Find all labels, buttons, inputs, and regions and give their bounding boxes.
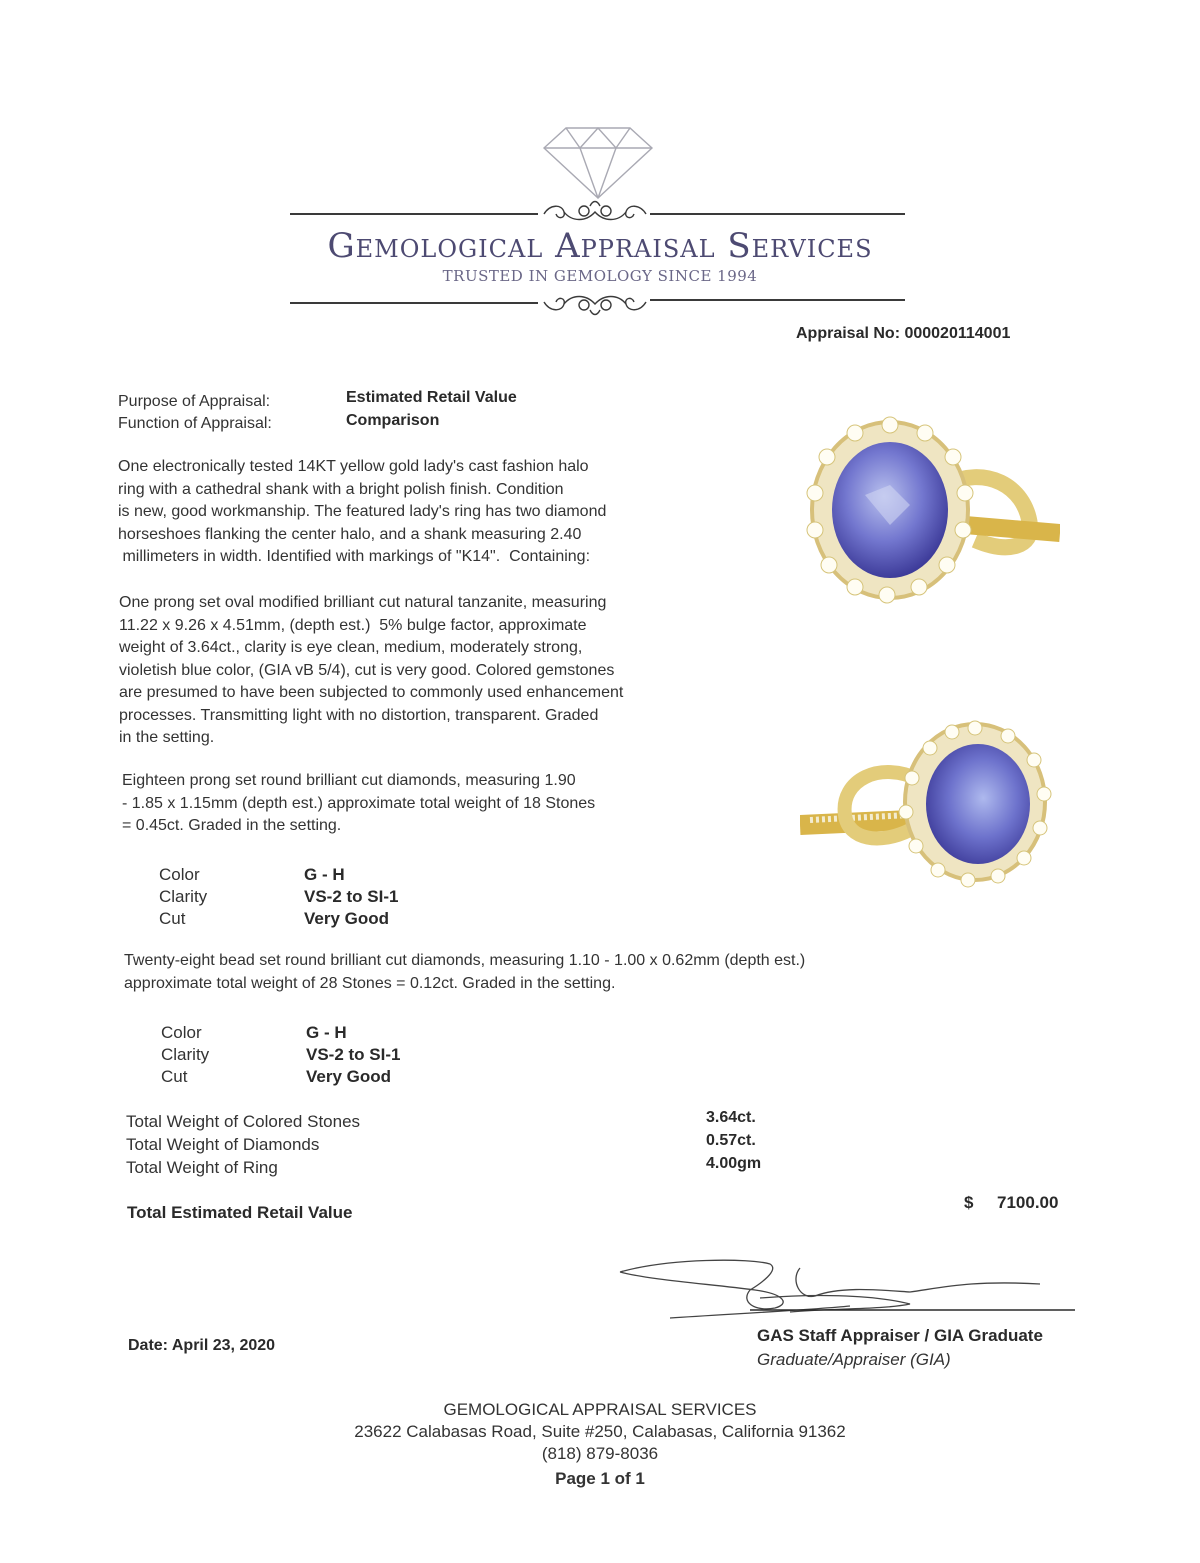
- total-retail-value: 7100.00: [997, 1193, 1059, 1212]
- ring-photo-angle: [800, 720, 1070, 890]
- diamonds-18-grades: [159, 864, 398, 930]
- totals-values: [706, 1106, 761, 1175]
- grade-value: Very Good: [306, 1067, 392, 1086]
- grade-value: VS-2 to SI-1: [304, 887, 399, 906]
- grade-label: Color: [159, 865, 200, 884]
- diamonds-18-description-paragraph: [122, 770, 595, 838]
- grade-label: Cut: [159, 909, 186, 928]
- grade-row-clarity: [159, 886, 398, 908]
- appraiser-subtitle: Graduate/Appraiser (GIA): [757, 1350, 951, 1369]
- text-line: in the setting.: [119, 729, 215, 746]
- grade-value: VS-2 to SI-1: [306, 1045, 401, 1064]
- appraisal-number: Appraisal No: 000020114001: [796, 325, 1011, 342]
- appraisal-date: Date: April 23, 2020: [128, 1337, 276, 1354]
- logo-divider-bottom-left: [290, 302, 538, 304]
- company-logo-title: Gemological Appraisal Services: [327, 226, 873, 266]
- text-line: ring with a cathedral shank with a bright polish finish. Condition: [118, 480, 564, 498]
- grade-label: Color: [161, 1023, 202, 1042]
- function-label: Function of Appraisal:: [118, 415, 272, 432]
- logo-divider-top-left: [290, 213, 538, 215]
- text-line: horseshoes flanking the center halo, and a shank measuring 2.40: [118, 525, 582, 543]
- grade-row-color: [159, 864, 398, 886]
- text-line: - 1.85 x 1.15mm (depth est.) approximate total weight of 18 Stones: [122, 794, 596, 812]
- total-value: 3.64ct.: [706, 1109, 756, 1126]
- footer-phone: (818) 879-8036: [541, 1444, 659, 1463]
- purpose-label: Purpose of Appraisal:: [118, 393, 271, 410]
- text-line: Eighteen prong set round brilliant cut diamonds, measuring 1.90: [122, 772, 576, 789]
- function-value: Comparison: [346, 412, 440, 429]
- total-value: 4.00gm: [706, 1155, 762, 1172]
- purpose-value: Estimated Retail Value: [346, 389, 517, 406]
- text-line: processes. Transmitting light with no distortion, transparent. Graded: [119, 706, 599, 724]
- grade-value: G - H: [304, 865, 345, 884]
- totals-labels: [126, 1110, 360, 1179]
- grade-label: Clarity: [159, 887, 208, 906]
- text-line: millimeters in width. Identified with markings of "K14". Containing:: [118, 548, 591, 565]
- text-line: 11.22 x 9.26 x 4.51mm, (depth est.) 5% bulge factor, approximate: [119, 616, 587, 634]
- text-line: are presumed to have been subjected to commonly used enhancement: [119, 684, 624, 701]
- diamond-logo-icon: [538, 122, 658, 202]
- tanzanite-description-paragraph: [119, 592, 623, 750]
- ring-description-paragraph: [118, 456, 606, 569]
- flourish-ornament-top-icon: [540, 200, 650, 226]
- grade-row-color: [161, 1022, 400, 1044]
- total-retail-currency: $: [964, 1193, 974, 1212]
- grade-value: G - H: [306, 1023, 347, 1042]
- logo-divider-bottom-right: [650, 299, 905, 301]
- grade-row-clarity: [161, 1044, 400, 1066]
- grade-label: Clarity: [161, 1045, 210, 1064]
- text-line: One electronically tested 14KT yellow gold lady's cast fashion halo: [118, 458, 589, 475]
- text-line: Twenty-eight bead set round brilliant cut diamonds, measuring 1.10 - 1.00 x 0.62mm (depth est.): [124, 952, 806, 969]
- text-line: One prong set oval modified brilliant cut natural tanzanite, measuring: [119, 594, 607, 611]
- total-label: Total Weight of Colored Stones: [126, 1112, 361, 1131]
- text-line: weight of 3.64ct., clarity is eye clean, medium, moderately strong,: [119, 639, 583, 656]
- text-line: is new, good workmanship. The featured lady's ring has two diamond: [118, 503, 607, 520]
- grade-row-cut: [161, 1066, 400, 1088]
- page-number: Page 1 of 1: [555, 1469, 645, 1488]
- flourish-ornament-bottom-icon: [540, 290, 650, 316]
- total-value: 0.57ct.: [706, 1132, 756, 1149]
- text-line: approximate total weight of 28 Stones = 0.12ct. Graded in the setting.: [124, 974, 616, 992]
- total-label: Total Weight of Ring: [126, 1158, 278, 1177]
- ring-photo-top: [795, 415, 1060, 605]
- diamonds-28-grades: [161, 1022, 400, 1088]
- total-label: Total Weight of Diamonds: [126, 1135, 320, 1154]
- footer-company: GEMOLOGICAL APPRAISAL SERVICES: [443, 1400, 757, 1419]
- company-tagline: TRUSTED IN GEMOLOGY SINCE 1994: [442, 267, 758, 285]
- diamonds-28-description-paragraph: [124, 950, 805, 995]
- grade-value: Very Good: [304, 909, 390, 928]
- text-line: violetish blue color, (GIA vB 5/4), cut is very good. Colored gemstones: [119, 661, 615, 679]
- footer: [300, 1399, 900, 1490]
- text-line: = 0.45ct. Graded in the setting.: [122, 817, 342, 834]
- appraiser-title: GAS Staff Appraiser / GIA Graduate: [757, 1326, 1043, 1345]
- footer-address: 23622 Calabasas Road, Suite #250, Calabasas, California 91362: [354, 1422, 846, 1441]
- grade-label: Cut: [161, 1067, 188, 1086]
- signature-scribble-icon: [610, 1250, 1080, 1330]
- total-retail-label: Total Estimated Retail Value: [127, 1203, 353, 1222]
- grade-row-cut: [159, 908, 398, 930]
- logo-divider-top-right: [650, 213, 905, 215]
